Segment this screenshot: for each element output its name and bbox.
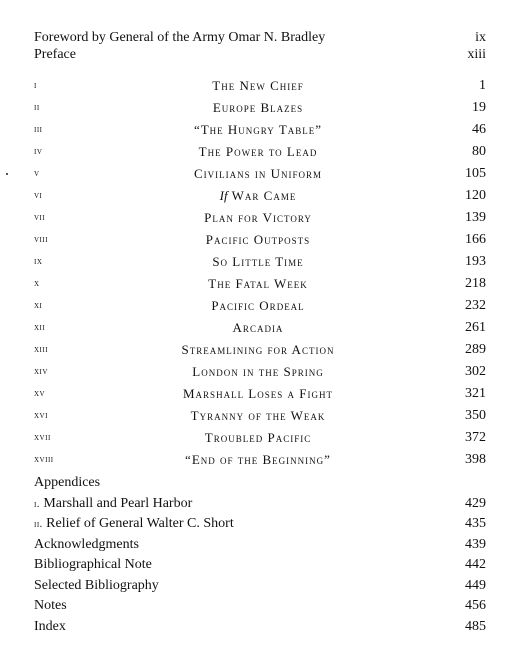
chapter-row [0, 298, 510, 318]
chapter-title: “End of the Beginning” [185, 452, 331, 467]
page-number: 429 [465, 496, 486, 511]
page-number: 302 [465, 364, 486, 379]
page-number: 261 [465, 320, 486, 335]
back-matter-label: Selected Bibliography [34, 578, 159, 593]
page-number: 456 [465, 598, 486, 613]
back-matter-label: Bibliographical Note [34, 557, 152, 572]
back-matter-label: Acknowledgments [34, 537, 139, 552]
chapter-title: Marshall Loses a Fight [183, 386, 333, 401]
chapter-title: Pacific Ordeal [211, 298, 305, 313]
appendix-label: Marshall and Pearl Harbor [43, 496, 193, 511]
chapter-row [0, 452, 510, 472]
front-matter-label: Foreword by General of the Army Omar N. Bradley [34, 30, 326, 45]
front-matter-row [0, 47, 510, 67]
chapter-row [0, 276, 510, 296]
chapter-row [0, 364, 510, 384]
chapter-row [0, 188, 510, 208]
chapter-row [0, 100, 510, 120]
chapter-number: vi [34, 190, 43, 201]
chapter-title: The Power to Lead [198, 144, 318, 159]
chapter-number: iv [34, 146, 43, 157]
chapter-row [0, 166, 510, 186]
chapter-title: Troubled Pacific [204, 430, 312, 445]
chapter-row [0, 210, 510, 230]
chapter-number: xiii [34, 344, 49, 355]
page-number: 485 [465, 619, 486, 634]
page-number: 139 [465, 210, 486, 225]
page-number: 398 [465, 452, 486, 467]
chapter-number: xii [34, 322, 46, 333]
appendix-number: i. [34, 499, 40, 510]
chapter-number: xi [34, 300, 43, 311]
appendices-heading-row [0, 475, 510, 495]
appendix-entry [34, 496, 192, 513]
page-number: 193 [465, 254, 486, 269]
chapter-title: The Fatal Week [208, 276, 308, 291]
chapter-row [0, 122, 510, 142]
chapter-row [0, 430, 510, 450]
appendix-row [0, 516, 510, 536]
back-matter-row [0, 578, 510, 598]
chapter-number: xviii [34, 454, 54, 465]
chapter-row [0, 386, 510, 406]
chapter-title: Arcadia [232, 320, 284, 335]
chapter-row [0, 342, 510, 362]
chapter-number: xiv [34, 366, 48, 377]
chapter-row [0, 144, 510, 164]
back-matter-row [0, 537, 510, 557]
chapter-title: London in the Spring [192, 364, 324, 379]
page-number: 435 [465, 516, 486, 531]
chapter-number: xv [34, 388, 46, 399]
page-number: 289 [465, 342, 486, 357]
chapter-number: ix [34, 256, 43, 267]
page-number: 80 [472, 144, 486, 159]
chapter-title: Civilians in Uniform [193, 166, 323, 181]
chapter-title: Tyranny of the Weak [190, 408, 326, 423]
chapter-number: xvii [34, 432, 51, 443]
back-matter-row [0, 619, 510, 639]
chapter-row [0, 78, 510, 98]
chapter-title [110, 188, 406, 204]
page-number: 120 [465, 188, 486, 203]
chapter-title-italic: If [219, 188, 228, 203]
page-number: 350 [465, 408, 486, 423]
chapter-row [0, 232, 510, 252]
page-number: 19 [472, 100, 486, 115]
appendix-entry [34, 516, 234, 533]
chapter-title: The New Chief [212, 78, 304, 93]
back-matter-row [0, 557, 510, 577]
front-matter-label: Preface [34, 47, 76, 62]
page-number: 1 [479, 78, 486, 93]
appendix-number: ii. [34, 519, 43, 530]
chapter-title: Pacific Outposts [205, 232, 311, 247]
chapter-title-rest: War Came [231, 188, 297, 203]
chapter-title: “The Hungry Table” [193, 122, 323, 137]
appendices-heading: Appendices [34, 475, 101, 490]
chapter-number: xvi [34, 410, 48, 421]
page-number: 105 [465, 166, 486, 181]
back-matter-label: Index [34, 619, 66, 634]
chapter-number: viii [34, 234, 49, 245]
page-number: 166 [465, 232, 486, 247]
chapter-title: Plan for Victory [204, 210, 312, 225]
back-matter-label: Notes [34, 598, 67, 613]
chapter-number: vii [34, 212, 46, 223]
page-number: xiii [467, 47, 486, 62]
chapter-number: iii [34, 124, 43, 135]
page-number: ix [475, 30, 486, 45]
chapter-title: Streamlining for Action [181, 342, 335, 357]
appendix-row [0, 496, 510, 516]
chapter-number: ii [34, 102, 40, 113]
appendix-label: Relief of General Walter C. Short [46, 516, 234, 531]
page-number: 442 [465, 557, 486, 572]
chapter-number: i [34, 80, 37, 91]
chapter-number: x [34, 278, 40, 289]
back-matter-row [0, 598, 510, 618]
page-number: 46 [472, 122, 486, 137]
chapter-row [0, 320, 510, 340]
chapter-row [0, 254, 510, 274]
chapter-title: So Little Time [212, 254, 304, 269]
chapter-row [0, 408, 510, 428]
chapter-title: Europe Blazes [212, 100, 304, 115]
page-number: 449 [465, 578, 486, 593]
page-number: 321 [465, 386, 486, 401]
page-number: 372 [465, 430, 486, 445]
page-number: 232 [465, 298, 486, 313]
page-number: 218 [465, 276, 486, 291]
page-number: 439 [465, 537, 486, 552]
chapter-number: v [34, 168, 40, 179]
